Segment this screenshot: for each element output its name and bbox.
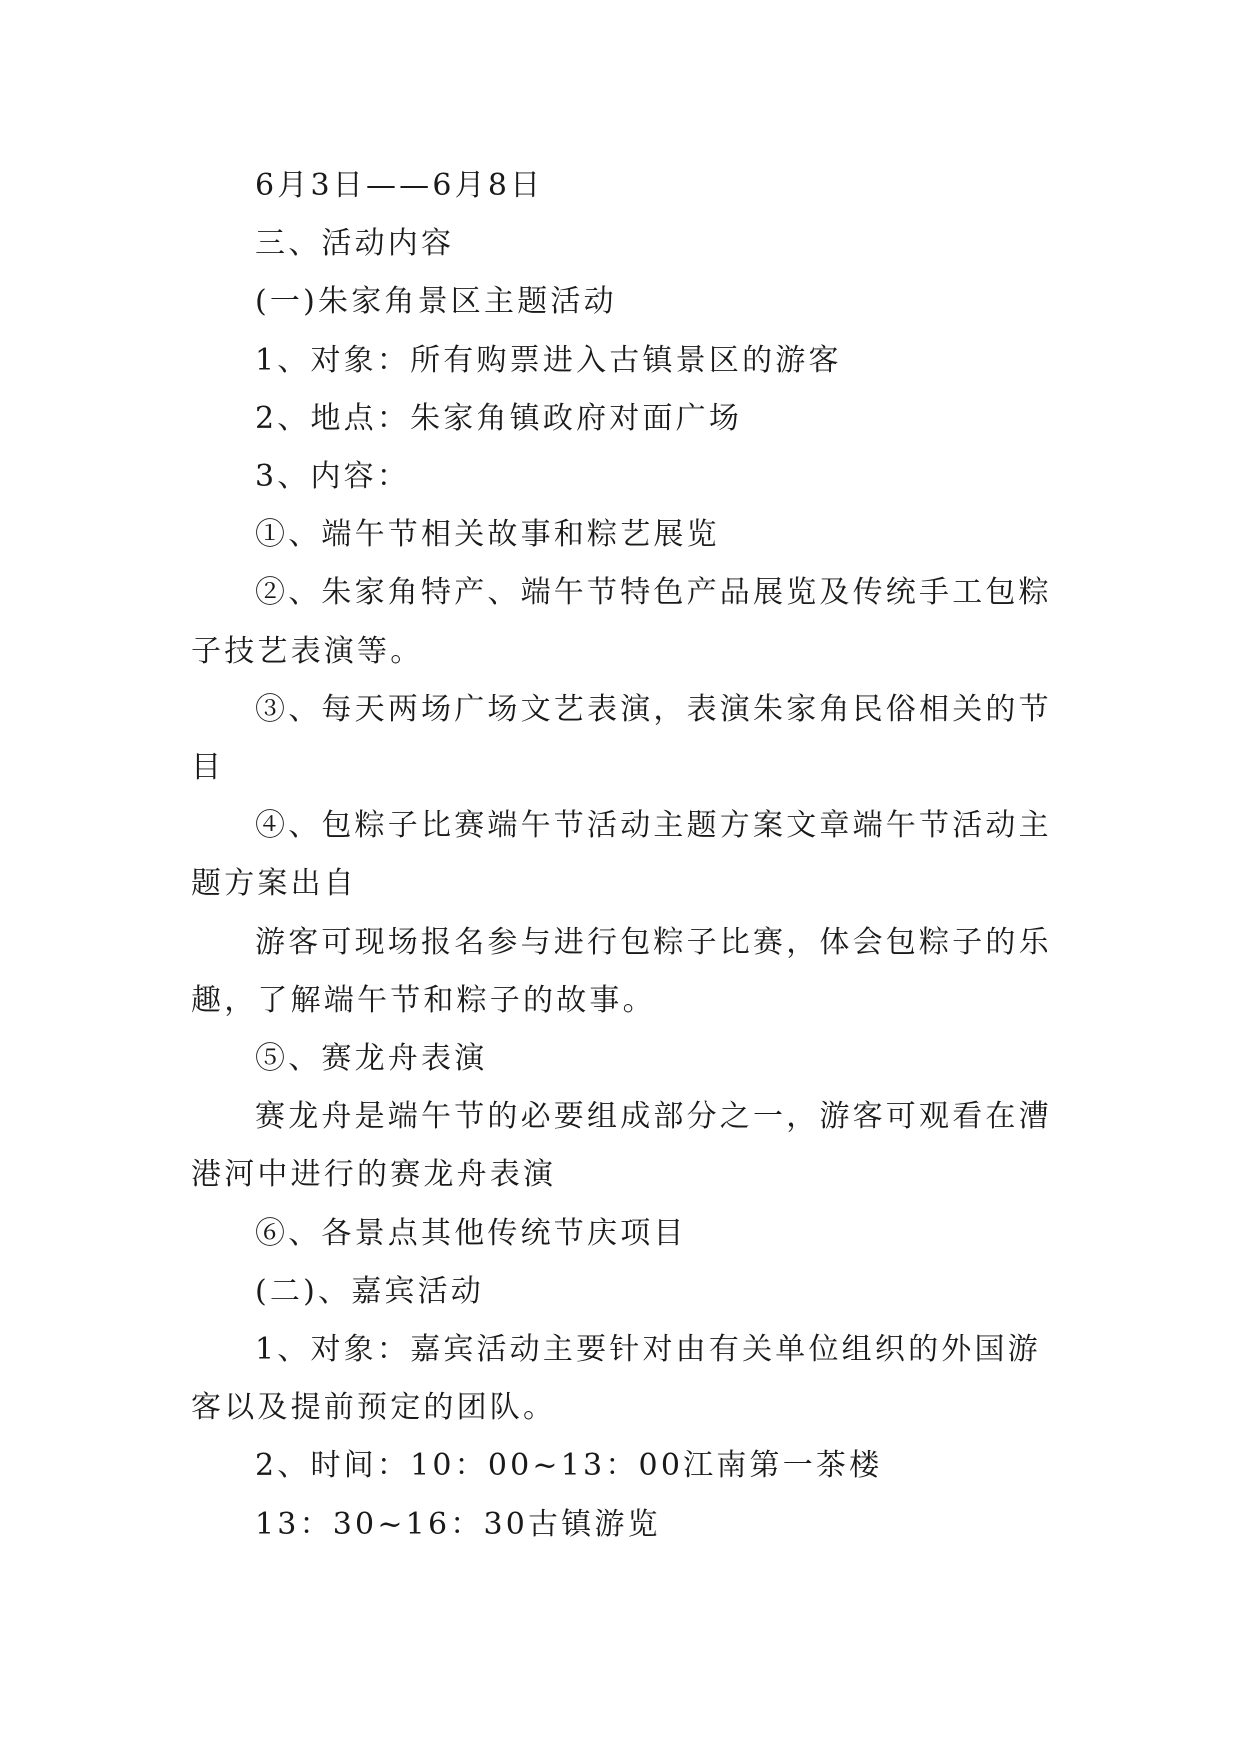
- paragraph-content-label: 3、内容：: [255, 459, 411, 495]
- paragraph-guest-audience: 1、对象：嘉宾活动主要针对由有关单位组织的外国游客以及提前预定的团队。: [191, 1332, 1041, 1426]
- list-item-exhibition: ①、端午节相关故事和粽艺展览: [255, 517, 720, 553]
- paragraph-date-range: 6月3日——6月8日: [255, 168, 544, 203]
- paragraph-zongzi-contest-detail: 游客可现场报名参与进行包粽子比赛，体会包粽子的乐趣，了解端午节和粽子的故事。: [191, 924, 1052, 1018]
- paragraph-dragon-boat-detail: 赛龙舟是端午节的必要组成部分之一，游客可观看在漕港河中进行的赛龙舟表演: [191, 1099, 1052, 1193]
- paragraph-guest-schedule-teahouse: 2、时间：10：00~13：00江南第一茶楼: [255, 1448, 883, 1484]
- list-item-zongzi-contest: ④、包粽子比赛端午节活动主题方案文章端午节活动主题方案出自: [191, 808, 1052, 902]
- list-item-other-festivities: ⑥、各景点其他传统节庆项目: [255, 1215, 687, 1251]
- list-item-dragon-boat: ⑤、赛龙舟表演: [255, 1041, 488, 1077]
- paragraph-location: 2、地点：朱家角镇政府对面广场: [255, 400, 743, 436]
- subsection-heading-guest-activities: (二)、嘉宾活动: [255, 1273, 485, 1309]
- document-body: [191, 157, 1061, 1554]
- list-item-square-performances: ③、每天两场广场文艺表演，表演朱家角民俗相关的节目: [191, 691, 1052, 786]
- section-heading-activity-content: 三、活动内容: [255, 226, 455, 262]
- paragraph-target-audience: 1、对象：所有购票进入古镇景区的游客: [255, 342, 842, 378]
- list-item-specialty-products: ②、朱家角特产、端午节特色产品展览及传统手工包粽子技艺表演等。: [191, 575, 1052, 669]
- paragraph-guest-schedule-tour: 13：30~16：30古镇游览: [255, 1506, 661, 1542]
- subsection-heading-scenic-theme: (一)朱家角景区主题活动: [255, 284, 617, 320]
